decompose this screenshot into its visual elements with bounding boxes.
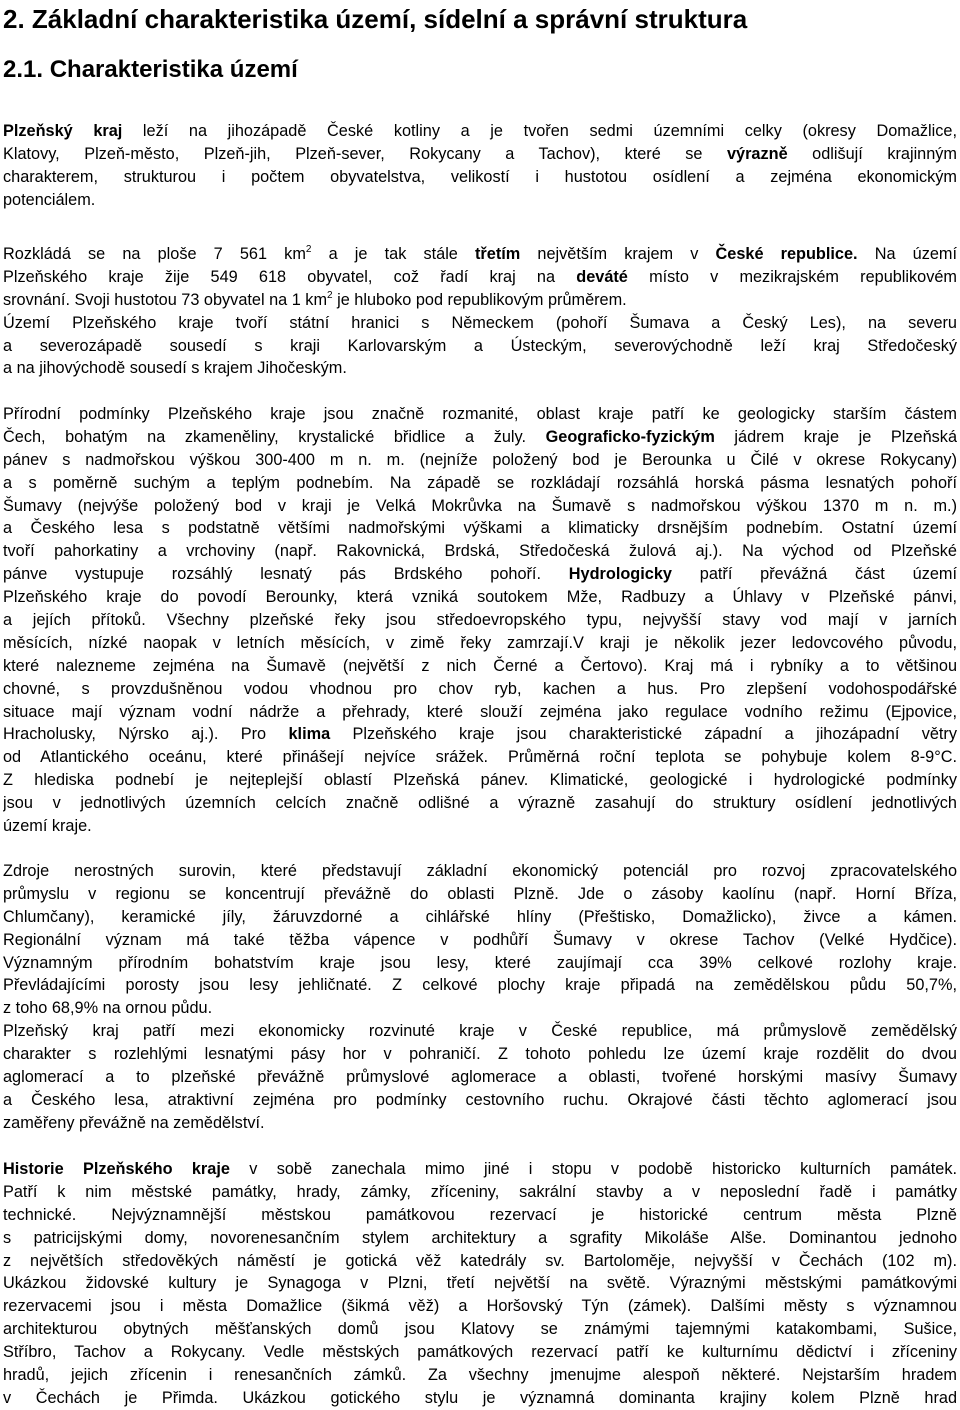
text-segment: architekturou obytných měšťanských domů jsou Klatovy se známými tajemnými katakombami, Sušice,	[3, 1320, 957, 1339]
text-line	[3, 1204, 957, 1227]
text-segment: srovnání. Svoji hustotou 73 obyvatel na 1 km	[3, 290, 328, 309]
text-line	[3, 746, 957, 769]
text-segment: a Českého lesa s podstatně většími nadmořskými výškami a klimaticky drsnějším podnebím. Ostatní území	[3, 519, 957, 538]
text-segment: Chlumčany), keramické jíly, žáruvzdorné a cihlářské hlíny (Přeštisko, Domažlicko), živce a kámen.	[3, 907, 957, 926]
text-line	[3, 655, 957, 678]
text-segment: Z hlediska podnebí je nejteplejší oblastí Plzeňská pánev. Klimatické, geologické i hydrologické podmínky	[3, 771, 957, 790]
text-line	[3, 792, 957, 815]
text-segment: Plzeňského kraje do povodí Berounky, která vzniká soutokem Mže, Radbuzy a Úhlavy v Plzeňské pánvi,	[3, 588, 957, 607]
text-line	[3, 517, 957, 540]
text-segment: Plzeňský kraj patří mezi ekonomicky rozvinuté kraje v České republice, má průmyslově zemědělský	[3, 1022, 957, 1041]
text-segment: Klatovy, Plzeň-město, Plzeň-jih, Plzeň-sever, Rokycany a Tachov), které se	[3, 144, 727, 163]
text-line	[3, 974, 957, 997]
text-line	[3, 189, 957, 212]
text-line	[3, 243, 957, 266]
text-line	[3, 357, 957, 380]
text-segment: zaměřeny převážně na zemědělství.	[3, 1113, 265, 1132]
text-segment: Plzeňského kraje žije 549 618 obyvatel, což řadí kraj na	[3, 267, 577, 286]
text-line	[3, 883, 957, 906]
text-segment: a Českého lesa, atraktivní zejména pro podmínky cestovního ruchu. Okrajové části těchto aglomerací jsou	[3, 1090, 957, 1109]
text-segment: hradů, jejich zřícenin i renesančních zámků. Za všechny jmenujme alespoň některé. Nejstarším hradem	[3, 1366, 957, 1385]
paragraph	[3, 403, 957, 838]
text-line	[3, 997, 957, 1020]
text-segment: patří převážná část území	[671, 565, 957, 584]
text-segment: a je tak stále	[311, 245, 476, 263]
text-line	[3, 632, 957, 655]
text-line	[3, 335, 957, 358]
bold-text: České republice.	[715, 245, 858, 263]
text-segment: aglomerací a to plzeňské převážně průmyslové aglomerace a oblasti, tvořené horskými masívy Šumavy	[3, 1068, 957, 1087]
bold-text: deváté	[576, 267, 628, 286]
text-line	[3, 906, 957, 929]
text-segment: situace mají význam vodní nádrže a přehrady, které slouží zejména jako regulace vodního režimu (Ejpovice,	[3, 702, 957, 721]
text-segment: území kraje.	[3, 817, 92, 836]
text-line	[3, 1112, 957, 1135]
text-segment: odlišují krajinným	[787, 144, 957, 163]
bold-text: Plzeňský kraj	[3, 122, 123, 140]
text-segment: měsících, nízké naopak v letních měsících, v zimě řeky zamrzají.V kraji je několik jezer ledovcového původu,	[3, 633, 957, 652]
text-segment: Hracholusky, Nýrsko aj.). Pro	[3, 725, 289, 744]
paragraph	[3, 1158, 957, 1410]
text-segment: leží na jihozápadě České kotliny a je tvořen sedmi územními celky (okresy Domažlice,	[122, 122, 957, 140]
text-line	[3, 1181, 957, 1204]
text-line	[3, 1043, 957, 1066]
text-line	[3, 120, 957, 143]
text-segment: které nalezneme zejména na Šumavě (největší z nich Černé a Čertovo). Kraj má i rybníky a to většinou	[3, 656, 957, 675]
text-line	[3, 289, 957, 312]
text-line	[3, 1341, 957, 1364]
text-segment: v sobě zanechala mimo jiné i stopu v podobě historicko kulturních památek.	[229, 1160, 957, 1178]
bold-text: klima	[288, 725, 331, 744]
text-segment: tvoří pahorkatiny a vrchoviny (např. Rakovnická, Brdská, Středočeská žulová aj.). Na východ od Plzeňské	[3, 542, 957, 561]
text-segment: průmyslu v regionu se koncentrují převážně do oblasti Plzně. Jde o zásoby kaolínu (např. Horní Bříza,	[3, 884, 957, 903]
text-segment: charakterem, strukturou i počtem obyvatelstva, velikostí i hustotou osídlení a zejména ekonomickým	[3, 167, 957, 186]
bold-text: Historie Plzeňského kraje	[3, 1160, 230, 1178]
text-line	[3, 426, 957, 449]
superscript: 2	[327, 289, 333, 301]
text-line	[3, 266, 957, 289]
text-segment: je hluboko pod republikovým průměrem.	[332, 290, 627, 309]
text-line	[3, 1318, 957, 1341]
text-segment: od Atlantického oceánu, které přinášejí nejvíce srážek. Průměrná roční teplota se pohybuje kolem 8-9°C.	[3, 748, 957, 767]
text-segment: jádrem kraje je Plzeňská	[714, 427, 957, 446]
text-line	[3, 701, 957, 724]
text-segment: Významným přírodním bohatstvím kraje jsou lesy, které zaujímají cca 39% celkové rozlohy kraje.	[3, 953, 957, 972]
text-line	[3, 312, 957, 335]
text-line	[3, 1020, 957, 1043]
text-segment: z toho 68,9% na ornou půdu.	[3, 999, 213, 1018]
text-segment: rezervacemi jsou i města Domažlice (šikmá věž) a Horšovský Týn (zámek). Dalšími městy s významnou	[3, 1297, 957, 1316]
text-line	[3, 166, 957, 189]
text-line	[3, 143, 957, 166]
text-segment: charakter s rozlehlými lesnatými pásy hor v pohraničí. Z tohoto pohledu lze území kraje rozdělit do dvou	[3, 1045, 957, 1064]
text-line	[3, 1158, 957, 1181]
text-line	[3, 952, 957, 975]
text-segment: Plzeňského kraje jsou charakteristické západní a jihozápadní větry	[330, 725, 957, 744]
text-segment: pánve vystupuje rozsáhlý lesnatý pás Brdského pohoří.	[3, 565, 569, 584]
text-line	[3, 540, 957, 563]
text-line	[3, 563, 957, 586]
text-segment: chovné, s provzdušněnou vodou vhodnou pro chov ryb, kachen a hus. Pro zlepšení vodohospodářské	[3, 679, 957, 698]
text-line	[3, 1089, 957, 1112]
text-segment: Stříbro, Tachov a Rokycany. Vedle městských památkových rezervací patří ke kulturnímu dědictví i zříceniny	[3, 1343, 957, 1362]
text-line	[3, 1387, 957, 1410]
text-line	[3, 1272, 957, 1295]
text-line	[3, 769, 957, 792]
bold-text: Geograficko-fyzickým	[545, 427, 715, 446]
text-line	[3, 815, 957, 838]
text-segment: Na území	[857, 245, 957, 263]
text-line	[3, 1364, 957, 1387]
text-segment: místo v mezikrajském republikovém	[627, 267, 957, 286]
text-segment: a severozápadě sousedí s kraji Karlovarským a Ústeckým, severovýchodně leží kraj Středočeský	[3, 336, 957, 355]
text-segment: Šumavy (nejvýše položený bod v kraji je Velká Mokrůvka na Šumavě s nadmořskou výškou 1370 m n. m.)	[3, 496, 957, 515]
text-line	[3, 1295, 957, 1318]
text-line	[3, 1227, 957, 1250]
paragraph	[3, 860, 957, 1135]
superscript: 2	[305, 244, 312, 255]
text-line	[3, 1250, 957, 1273]
text-line	[3, 860, 957, 883]
text-segment: potenciálem.	[3, 190, 96, 209]
text-segment: největším krajem v	[520, 245, 716, 263]
text-line	[3, 723, 957, 746]
text-segment: s patricijskými domy, novorenesančním stylem architektury a sgrafity Mikoláše Alše. Dominantou jednoho	[3, 1228, 957, 1247]
text-line	[3, 449, 957, 472]
text-line	[3, 678, 957, 701]
text-line	[3, 495, 957, 518]
text-segment: pánev s nadmořskou výškou 300-400 m n. m. (nejníže položený bod je Berounka u Čilé v okrese Rokycany)	[3, 450, 957, 469]
text-segment: Rozkládá se na ploše 7 561 km	[3, 245, 306, 263]
text-segment: z největších středověkých náměstí je gotická věž katedrály sv. Bartoloměje, nejvyšší v Čechách (102 m).	[3, 1251, 957, 1270]
text-segment: Území Plzeňského kraje tvoří státní hranici s Německem (pohoří Šumava a Český Les), na severu	[3, 313, 957, 332]
text-segment: a s poměrně suchým a teplým podnebím. Na západě se rozkládají rozsáhlá horská pásma lesnatých pohoří	[3, 473, 957, 492]
bold-text: Hydrologicky	[568, 565, 672, 584]
text-line	[3, 609, 957, 632]
page-title: 2. Základní charakteristika území, sídelní a správní struktura	[3, 4, 748, 34]
text-line	[3, 1066, 957, 1089]
text-segment: a na jihovýchodě sousedí s krajem Jihočeským.	[3, 359, 347, 378]
text-line	[3, 403, 957, 426]
text-segment: jsou v jednotlivých územních celcích značně odlišné a výrazně zasahují do struktury osídlení jednotlivých	[3, 794, 957, 813]
bold-text: výrazně	[726, 144, 788, 163]
text-segment: Regionální význam má také těžba vápence v podhůří Šumavy v okrese Tachov (Velké Hydčice).	[3, 930, 957, 949]
text-segment: v Čechách je Přimda. Ukázkou gotického stylu je významná dominanta krajiny kolem Plzně hrad	[3, 1388, 957, 1407]
section-heading: 2.1. Charakteristika území	[3, 56, 298, 83]
text-segment: Čech, bohatým na zkameněliny, krystalické břidlice a žuly.	[3, 427, 546, 446]
text-segment: a jejích přítoků. Všechny plzeňské řeky jsou středoevropského typu, nejvyšší stavy vod mají v jarních	[3, 611, 957, 630]
bold-text: třetím	[475, 245, 521, 263]
text-line	[3, 472, 957, 495]
paragraph	[3, 243, 957, 380]
text-segment: Převládajícími porosty jsou lesy jehličnaté. Z celkové plochy kraje připadá na zemědělskou půdu 50,7%,	[3, 976, 957, 995]
text-segment: Ukázkou židovské kultury je Synagoga v Plzni, třetí největší na světě. Výraznými městskými památkovými	[3, 1274, 957, 1293]
text-segment: Zdroje nerostných surovin, které představují základní ekonomický potenciál pro rozvoj zpracovatelského	[3, 862, 957, 880]
text-segment: Přírodní podmínky Plzeňského kraje jsou značně rozmanité, oblast kraje patří ke geologicky starším částem	[3, 405, 957, 423]
text-segment: Patří k nim městské památky, hrady, zámky, zříceniny, sakrální stavby a v neposlední řadě i památky	[3, 1182, 957, 1201]
text-line	[3, 586, 957, 609]
paragraph	[3, 120, 957, 212]
text-line	[3, 929, 957, 952]
text-segment: technické. Nejvýznamnější městskou památkovou rezervací je historické centrum města Plzně	[3, 1205, 957, 1224]
